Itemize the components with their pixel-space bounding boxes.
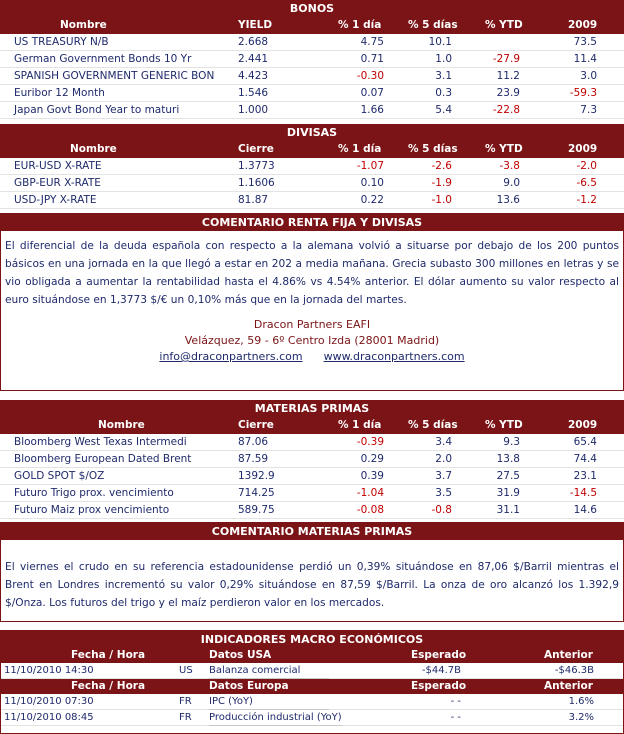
table-row xyxy=(1,710,623,726)
cell-y2009: -2.0 xyxy=(576,160,597,172)
cell-esperado: - - xyxy=(450,712,461,723)
table-row xyxy=(0,502,624,519)
col-nombre: Nombre xyxy=(98,419,145,431)
comentario-renta-section xyxy=(0,213,624,391)
cell-nombre: German Government Bonds 10 Yr xyxy=(14,53,192,65)
cell-d5: 3.7 xyxy=(435,470,452,482)
col-5dias: % 5 días xyxy=(408,19,458,31)
cell-y2009: -59.3 xyxy=(569,87,597,99)
cell-y2009: 3.0 xyxy=(580,70,597,82)
dracon-links xyxy=(1,349,623,365)
cell-yield: 589.75 xyxy=(238,504,275,516)
macro-section xyxy=(0,630,624,734)
cell-y2009: 73.5 xyxy=(573,36,597,48)
col-esperado: Esperado xyxy=(411,649,467,661)
cell-yield: 2.441 xyxy=(238,53,269,65)
col-nombre: Nombre xyxy=(60,19,107,31)
cell-ytd: 31.1 xyxy=(496,504,520,516)
cell-yield: 87.59 xyxy=(238,453,269,465)
cell-y2009: 74.4 xyxy=(573,453,597,465)
col-cierre: Cierre xyxy=(238,419,274,431)
cell-ytd: 11.2 xyxy=(496,70,520,82)
table-row xyxy=(1,694,623,710)
cell-d5: 2.0 xyxy=(435,453,452,465)
cell-y2009: 11.4 xyxy=(573,53,597,65)
cell-nombre: Bloomberg West Texas Intermedi xyxy=(14,436,187,448)
cell-ytd: 13.8 xyxy=(496,453,520,465)
col-2009: 2009 xyxy=(568,143,598,155)
col-1dia: % 1 día xyxy=(338,419,382,431)
cell-yield: 81.87 xyxy=(238,194,269,206)
cell-anterior: -$46.3B xyxy=(554,665,594,676)
cell-fecha: 11/10/2010 08:45 xyxy=(4,712,94,723)
divisas-header-row xyxy=(0,141,624,158)
cell-y2009: 7.3 xyxy=(580,104,597,116)
cell-nombre: GOLD SPOT $/OZ xyxy=(14,470,105,482)
cell-dato: Balanza comercial xyxy=(209,663,329,679)
col-1dia: % 1 día xyxy=(338,143,382,155)
col-datos-europa: Datos Europa xyxy=(209,680,289,692)
divisas-section xyxy=(0,124,624,209)
col-ytd: % YTD xyxy=(485,419,523,431)
cell-yield: 714.25 xyxy=(238,487,275,499)
cell-d1: 4.75 xyxy=(360,36,384,48)
cell-d1: 0.07 xyxy=(360,87,384,99)
macro-eur-header xyxy=(1,679,623,694)
cell-y2009: 14.6 xyxy=(573,504,597,516)
col-esperado: Esperado xyxy=(411,680,467,692)
cell-d1: 0.71 xyxy=(360,53,384,65)
cell-ytd: 9.0 xyxy=(503,177,520,189)
comentario-renta-text: El diferencial de la deuda española con respecto a la alemana volvió a situarse por debajo de los 200 puntos básicos en una jornada en la que llegó a estar en 202 a media mañana. Grecia subasto 300 millones en letras y se vio obligada a aumentar la rentabilidad hasta el 4.86% vs 4.54% anterior. El dólar aumento su valor respecto al euro situándose en 1,3773 $/€ un 0,10% más que en la jornada del martes. xyxy=(5,240,619,306)
table-row xyxy=(0,451,624,468)
cell-ytd: 27.5 xyxy=(496,470,520,482)
col-ytd: % YTD xyxy=(485,19,523,31)
cell-d1: 0.39 xyxy=(360,470,384,482)
macro-title: INDICADORES MACRO ECONÓMICOS xyxy=(1,631,623,648)
bonos-header-row xyxy=(0,17,624,34)
cell-d5: 3.4 xyxy=(435,436,452,448)
cell-d1: -1.04 xyxy=(356,487,384,499)
cell-y2009: -1.2 xyxy=(576,194,597,206)
macro-usa-header xyxy=(1,648,623,663)
cell-d5: -0.8 xyxy=(431,504,452,516)
cell-fecha: 11/10/2010 07:30 xyxy=(4,696,94,707)
cell-nombre: Japan Govt Bond Year to maturi xyxy=(14,104,180,116)
cell-yield: 87.06 xyxy=(238,436,269,448)
cell-anterior: 1.6% xyxy=(568,696,594,707)
comentario-materias-text: El viernes el crudo en su referencia estadounidense perdió un 0,39% situándose en 87,06 $/Barril mientras el Brent en Londres incrementó su valor 0,29% situándose en 87,59 $/Barril. La onza de oro alcanzó los 1.392,9 $/Onza. Los futuros del trigo y el maíz perdieron valor en los mercados. xyxy=(5,561,619,609)
col-5dias: % 5 días xyxy=(408,143,458,155)
cell-pais: FR xyxy=(179,712,192,723)
cell-y2009: -14.5 xyxy=(569,487,597,499)
cell-nombre: US TREASURY N/B xyxy=(14,36,109,48)
table-row xyxy=(0,34,624,51)
cell-ytd: 13.6 xyxy=(496,194,520,206)
col-anterior: Anterior xyxy=(544,649,593,661)
cell-nombre: Bloomberg European Dated Brent xyxy=(14,453,192,465)
col-2009: 2009 xyxy=(568,419,598,431)
cell-nombre: GBP-EUR X-RATE xyxy=(14,177,101,189)
macro-eur-body xyxy=(1,694,623,726)
dracon-address: Velázquez, 59 - 6º Centro Izda (28001 Madrid) xyxy=(184,334,440,347)
cell-ytd: 9.3 xyxy=(503,436,520,448)
cell-yield: 2.668 xyxy=(238,36,269,48)
divisas-title: DIVISAS xyxy=(0,124,624,141)
table-row xyxy=(0,434,624,451)
comentario-materias-section xyxy=(0,522,624,622)
col-yield: YIELD xyxy=(238,19,273,31)
cell-d5: 3.1 xyxy=(435,70,452,82)
cell-d1: 0.29 xyxy=(360,453,384,465)
cell-nombre: EUR-USD X-RATE xyxy=(14,160,102,172)
cell-ytd: 23.9 xyxy=(496,87,520,99)
col-1dia: % 1 día xyxy=(338,19,382,31)
table-row xyxy=(0,468,624,485)
materias-table-body xyxy=(0,434,624,519)
cell-y2009: 65.4 xyxy=(573,436,597,448)
table-row xyxy=(0,102,624,119)
cell-nombre: SPANISH GOVERNMENT GENERIC BON xyxy=(14,70,215,82)
col-fecha: Fecha / Hora xyxy=(71,680,146,692)
cell-d5: -1.9 xyxy=(431,177,452,189)
cell-nombre: USD-JPY X-RATE xyxy=(14,194,97,206)
col-ytd: % YTD xyxy=(485,143,523,155)
cell-ytd: -3.8 xyxy=(499,160,520,172)
comentario-renta-title: COMENTARIO RENTA FIJA Y DIVISAS xyxy=(1,214,623,231)
col-2009: 2009 xyxy=(568,19,598,31)
cell-nombre: Futuro Trigo prox. vencimiento xyxy=(14,487,174,499)
cell-y2009: 23.1 xyxy=(573,470,597,482)
table-row xyxy=(0,175,624,192)
cell-fecha: 11/10/2010 14:30 xyxy=(4,665,94,676)
cell-d1: -0.30 xyxy=(356,70,384,82)
cell-d1: -0.39 xyxy=(356,436,384,448)
table-row xyxy=(0,485,624,502)
cell-ytd: -22.8 xyxy=(492,104,520,116)
comentario-materias-title: COMENTARIO MATERIAS PRIMAS xyxy=(1,523,623,540)
cell-d5: 3.5 xyxy=(435,487,452,499)
bonos-title: BONOS xyxy=(0,0,624,17)
table-row xyxy=(0,68,624,85)
cell-d5: -1.0 xyxy=(431,194,452,206)
cell-d1: 0.10 xyxy=(360,177,384,189)
cell-esperado: - - xyxy=(450,696,461,707)
cell-yield: 1.546 xyxy=(238,87,269,99)
email-link[interactable]: info@draconpartners.com xyxy=(159,350,303,363)
cell-anterior: 3.2% xyxy=(568,712,594,723)
cell-yield: 4.423 xyxy=(238,70,269,82)
table-row xyxy=(1,663,623,679)
cell-d1: -1.07 xyxy=(356,160,384,172)
cell-ytd: -27.9 xyxy=(492,53,520,65)
cell-esperado: -$44.7B xyxy=(421,665,461,676)
cell-d5: 1.0 xyxy=(435,53,452,65)
dracon-name: Dracon Partners EAFI xyxy=(253,318,371,331)
col-datos-usa: Datos USA xyxy=(209,649,272,661)
cell-yield: 1.1606 xyxy=(238,177,275,189)
materias-title: MATERIAS PRIMAS xyxy=(0,400,624,417)
cell-d5: 10.1 xyxy=(428,36,452,48)
cell-d1: -0.08 xyxy=(356,504,384,516)
cell-dato: IPC (YoY) xyxy=(209,694,329,710)
table-row xyxy=(0,85,624,102)
cell-yield: 1.3773 xyxy=(238,160,275,172)
cell-d1: 0.22 xyxy=(360,194,384,206)
cell-pais: US xyxy=(179,665,193,676)
col-anterior: Anterior xyxy=(544,680,593,692)
cell-nombre: Futuro Maiz prox vencimiento xyxy=(14,504,170,516)
cell-dato: Producción industrial (YoY) xyxy=(209,710,342,726)
table-row xyxy=(0,158,624,175)
cell-d1: 1.66 xyxy=(360,104,384,116)
cell-d5: 0.3 xyxy=(435,87,452,99)
macro-usa-body xyxy=(1,663,623,679)
col-cierre: Cierre xyxy=(238,143,274,155)
table-row xyxy=(0,51,624,68)
col-5dias: % 5 días xyxy=(408,419,458,431)
materias-header-row xyxy=(0,417,624,434)
website-link[interactable]: www.draconpartners.com xyxy=(323,350,465,363)
bonos-section xyxy=(0,0,624,119)
cell-nombre: Euribor 12 Month xyxy=(14,87,105,99)
cell-yield: 1.000 xyxy=(238,104,269,116)
cell-ytd: 31.9 xyxy=(496,487,520,499)
cell-yield: 1392.9 xyxy=(238,470,275,482)
divisas-table-body xyxy=(0,158,624,209)
materias-section xyxy=(0,400,624,519)
cell-y2009: -6.5 xyxy=(576,177,597,189)
table-row xyxy=(0,192,624,209)
cell-pais: FR xyxy=(179,696,192,707)
cell-d5: -2.6 xyxy=(431,160,452,172)
col-nombre: Nombre xyxy=(70,143,117,155)
bonos-table-body xyxy=(0,34,624,119)
cell-d5: 5.4 xyxy=(435,104,452,116)
col-fecha: Fecha / Hora xyxy=(71,649,146,661)
